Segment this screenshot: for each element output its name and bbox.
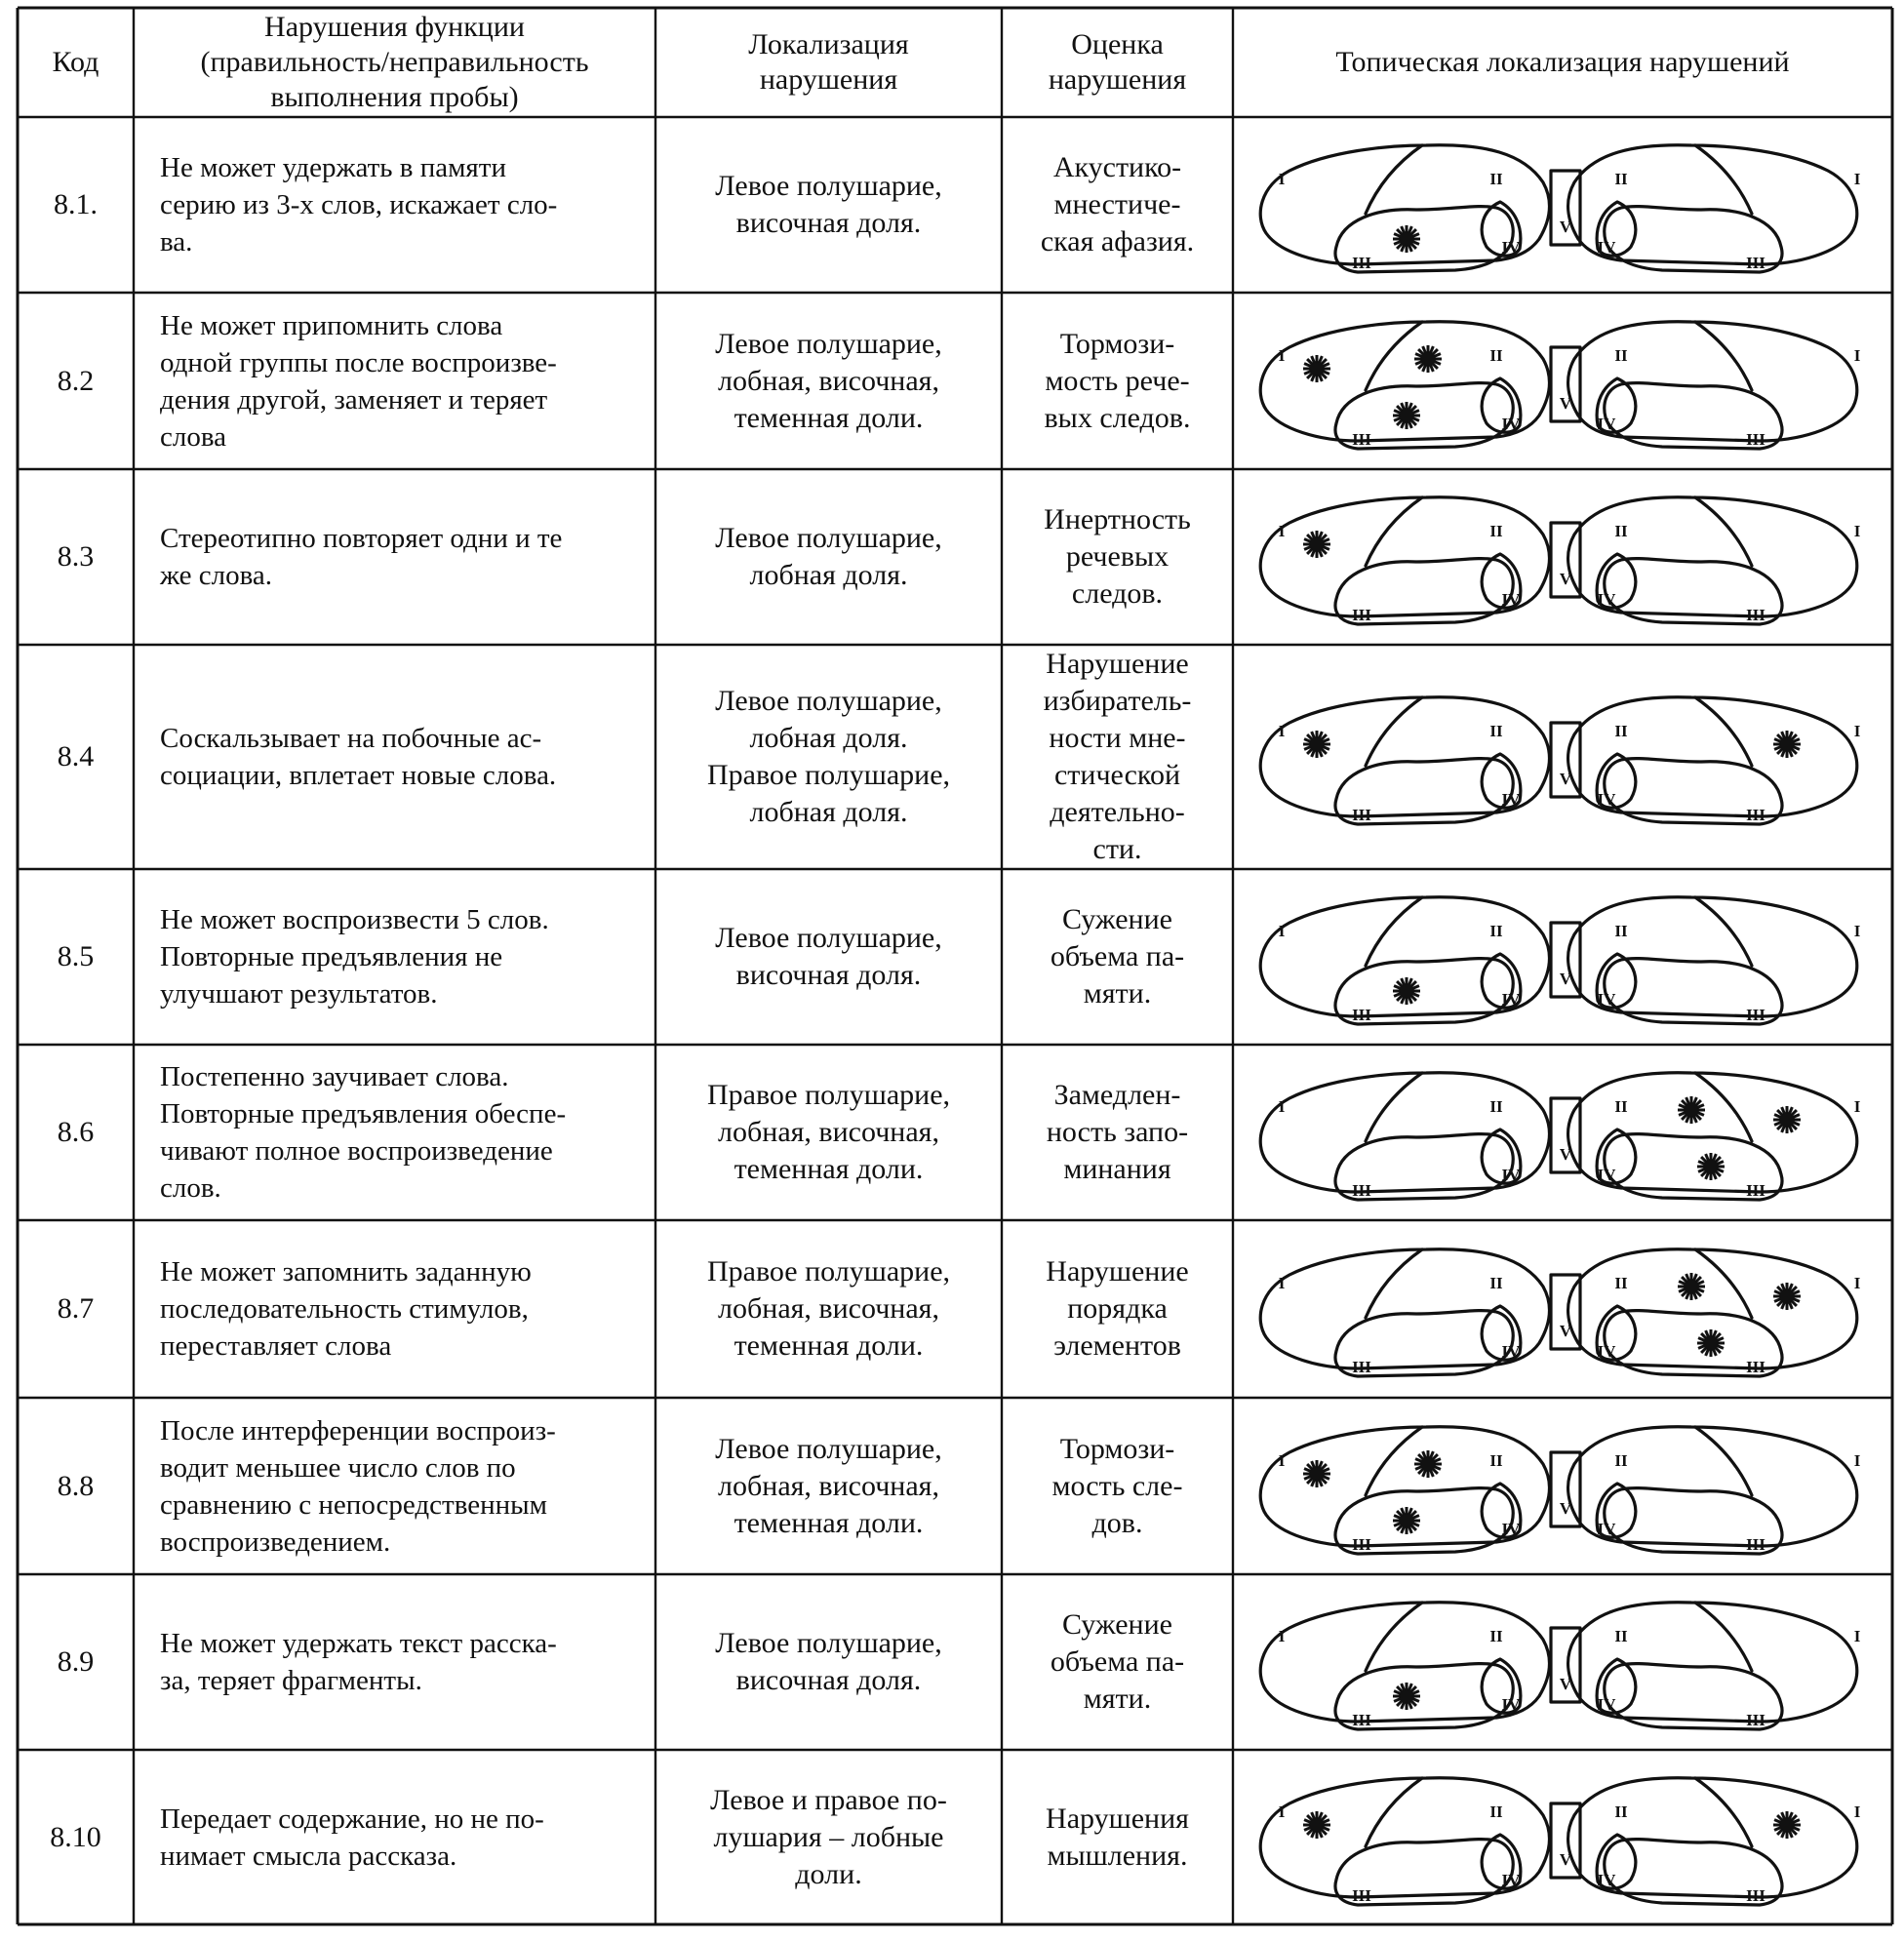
- lesion-mark-icon: [1303, 731, 1330, 758]
- left-central-sulcus: [1366, 322, 1422, 390]
- right-central-sulcus: [1695, 145, 1752, 214]
- lesion-mark-icon: [1414, 1450, 1442, 1478]
- row-localization-line: лобная, височная,: [718, 1292, 939, 1325]
- row-topical-diagram: [1260, 1249, 1860, 1376]
- row-assessment-line: Замедлен-: [1053, 1079, 1181, 1111]
- row-code: 8.5: [57, 940, 95, 972]
- left-occipital-label: IV: [1501, 1695, 1521, 1714]
- right-frontal-label: I: [1853, 170, 1861, 188]
- left-temporal-label: III: [1352, 1006, 1371, 1024]
- left-frontal-label: I: [1278, 346, 1286, 365]
- right-temporal-label: III: [1746, 806, 1765, 824]
- left-occipital-label: IV: [1501, 1166, 1521, 1184]
- row-localization-line: височная доля.: [735, 959, 922, 991]
- right-occipital-label: IV: [1597, 1166, 1616, 1184]
- right-temporal-label: III: [1746, 606, 1765, 624]
- right-temporal-label: III: [1746, 1711, 1765, 1729]
- left-temporal-label: III: [1352, 806, 1371, 824]
- row-function-line: сравнению с непосредственным: [160, 1488, 547, 1521]
- row-function-line: за, теряет фрагменты.: [160, 1665, 422, 1696]
- left-occipital-label: IV: [1501, 1520, 1521, 1538]
- left-frontal-label: I: [1278, 1802, 1286, 1821]
- row-topical-diagram: [1260, 1073, 1860, 1200]
- row-assessment-line: объема па-: [1050, 1645, 1185, 1678]
- row-function-line: Постепенно заучивает слова.: [160, 1061, 509, 1092]
- lesion-mark-icon: [1678, 1096, 1705, 1124]
- left-hemisphere: [1260, 1073, 1549, 1200]
- row-assessment-line: сти.: [1092, 833, 1142, 865]
- left-hemisphere: [1260, 897, 1549, 1024]
- row-assessment-line: Тормози-: [1059, 327, 1175, 360]
- left-parietal-label: II: [1489, 170, 1503, 188]
- right-frontal-label: I: [1853, 1274, 1861, 1292]
- row-localization-line: доли.: [795, 1857, 862, 1890]
- left-occipital-label: IV: [1501, 790, 1521, 809]
- right-temporal-label: III: [1746, 1181, 1765, 1200]
- left-central-sulcus: [1366, 497, 1422, 566]
- left-hemisphere: [1260, 1603, 1549, 1729]
- row-localization-line: теменная доли.: [734, 1329, 924, 1362]
- left-parietal-label: II: [1489, 722, 1503, 740]
- right-occipital-label: IV: [1597, 415, 1616, 433]
- row-function-line: водит меньшее число слов по: [160, 1451, 516, 1484]
- right-parietal-label: II: [1614, 522, 1628, 540]
- row-localization-line: лобная, височная,: [718, 1469, 939, 1502]
- right-temporal-label: III: [1746, 254, 1765, 272]
- row-assessment-line: Нарушение: [1046, 1255, 1189, 1287]
- right-central-sulcus: [1695, 1778, 1752, 1846]
- lesion-mark-icon: [1393, 1507, 1420, 1534]
- lesion-mark-icon: [1697, 1329, 1725, 1357]
- left-temporal-label: III: [1352, 1181, 1371, 1200]
- left-hemisphere: [1260, 1778, 1549, 1905]
- right-temporal-label: III: [1746, 1886, 1765, 1905]
- left-occipital-label: IV: [1501, 1342, 1521, 1361]
- row-code: 8.6: [57, 1116, 95, 1148]
- row-function-line: Передает содержание, но не по-: [160, 1802, 544, 1835]
- row-localization-line: лобная, височная,: [718, 1116, 939, 1148]
- right-occipital-label: IV: [1597, 1871, 1616, 1889]
- row-assessment-line: Акустико-: [1052, 151, 1182, 183]
- row-localization-line: Левое полушарие,: [715, 327, 942, 360]
- right-parietal-label: II: [1614, 722, 1628, 740]
- row-function-line: слова: [160, 420, 227, 453]
- row-function-line: Не может припомнить слова: [160, 309, 503, 341]
- header-assessment-line: Оценка: [1071, 28, 1164, 60]
- row-localization-line: Левое полушарие,: [715, 1627, 942, 1659]
- row-assessment-line: вых следов.: [1044, 401, 1191, 434]
- row-function-line: чивают полное воспроизведение: [160, 1135, 553, 1167]
- lesion-mark-icon: [1393, 977, 1420, 1005]
- left-frontal-label: I: [1278, 722, 1286, 740]
- right-temporal-label: III: [1746, 1358, 1765, 1376]
- header-assessment-line: нарушения: [1048, 63, 1187, 96]
- lesion-mark-icon: [1773, 1283, 1801, 1310]
- left-parietal-label: II: [1489, 922, 1503, 940]
- row-localization-line: Правое полушарие,: [706, 759, 951, 791]
- right-central-sulcus: [1695, 1073, 1752, 1141]
- stem-label: V: [1559, 970, 1572, 988]
- row-assessment-line: Сужение: [1062, 903, 1172, 935]
- row-assessment-line: ности мне-: [1049, 722, 1186, 754]
- right-frontal-label: I: [1853, 346, 1861, 365]
- row-localization-line: Левое полушарие,: [715, 922, 942, 954]
- right-parietal-label: II: [1614, 1627, 1628, 1645]
- row-function-line: серию из 3-х слов, искажает сло-: [160, 189, 558, 220]
- stem-label: V: [1559, 770, 1572, 788]
- row-assessment-line: следов.: [1071, 577, 1164, 610]
- row-localization-line: Правое полушарие,: [706, 1255, 951, 1287]
- row-function-line: дения другой, заменяет и теряет: [160, 383, 548, 416]
- left-parietal-label: II: [1489, 1451, 1503, 1470]
- left-hemisphere: [1260, 697, 1549, 824]
- row-topical-diagram: [1260, 697, 1860, 824]
- row-code: 8.2: [57, 364, 95, 397]
- row-assessment-line: ская афазия.: [1040, 225, 1195, 257]
- stem-label: V: [1559, 394, 1572, 413]
- left-central-sulcus: [1366, 1249, 1422, 1318]
- row-function-line: последовательность стимулов,: [160, 1293, 529, 1325]
- left-central-sulcus: [1366, 1603, 1422, 1671]
- lesion-mark-icon: [1393, 225, 1420, 253]
- row-assessment-line: минания: [1063, 1153, 1171, 1185]
- row-function-line: Соскальзывает на побочные ас-: [160, 723, 542, 754]
- right-central-sulcus: [1695, 1249, 1752, 1318]
- right-central-sulcus: [1695, 697, 1752, 766]
- right-parietal-label: II: [1614, 1451, 1628, 1470]
- header-code-line: Код: [52, 46, 99, 78]
- left-occipital-label: IV: [1501, 1871, 1521, 1889]
- right-central-sulcus: [1695, 897, 1752, 966]
- row-function-line: Не может удержать в памяти: [160, 152, 506, 183]
- left-central-sulcus: [1366, 1073, 1422, 1141]
- right-occipital-label: IV: [1597, 1342, 1616, 1361]
- left-parietal-label: II: [1489, 522, 1503, 540]
- row-function-line: Стереотипно повторяет одни и те: [160, 523, 563, 554]
- left-frontal-label: I: [1278, 1451, 1286, 1470]
- right-frontal-label: I: [1853, 1451, 1861, 1470]
- right-temporal-label: III: [1746, 1535, 1765, 1554]
- lesion-mark-icon: [1303, 1460, 1330, 1487]
- row-code: 8.1.: [54, 188, 98, 220]
- left-temporal-label: III: [1352, 254, 1371, 272]
- row-assessment-line: мость рече-: [1045, 364, 1190, 397]
- left-frontal-label: I: [1278, 1627, 1286, 1645]
- row-function-line: ва.: [160, 226, 193, 257]
- row-code: 8.4: [57, 740, 95, 772]
- left-temporal-label: III: [1352, 430, 1371, 449]
- left-central-sulcus: [1366, 1778, 1422, 1846]
- stem-label: V: [1559, 1850, 1572, 1869]
- lesion-mark-icon: [1303, 1811, 1330, 1839]
- row-topical-diagram: [1260, 897, 1860, 1024]
- row-assessment-line: ность запо-: [1046, 1116, 1189, 1148]
- right-central-sulcus: [1695, 1603, 1752, 1671]
- left-parietal-label: II: [1489, 1802, 1503, 1821]
- row-code: 8.10: [50, 1820, 101, 1853]
- row-localization-line: височная доля.: [735, 1664, 922, 1696]
- row-function-line: Не может воспроизвести 5 слов.: [160, 904, 549, 935]
- right-occipital-label: IV: [1597, 1695, 1616, 1714]
- stem-label: V: [1559, 1322, 1572, 1340]
- row-localization-line: теменная доли.: [734, 401, 924, 434]
- header-function-line: Нарушения функции: [264, 11, 525, 43]
- left-occipital-label: IV: [1501, 238, 1521, 257]
- left-hemisphere: [1260, 497, 1549, 624]
- row-localization-line: лобная доля.: [749, 559, 908, 591]
- row-localization-line: теменная доли.: [734, 1506, 924, 1539]
- row-code: 8.3: [57, 540, 95, 573]
- header-function-line: (правильность/неправильность: [200, 46, 589, 78]
- row-localization-line: Левое полушарие,: [715, 1432, 942, 1465]
- row-localization-line: лушария – лобные: [713, 1820, 944, 1853]
- row-assessment-line: порядка: [1067, 1292, 1168, 1325]
- right-frontal-label: I: [1853, 1802, 1861, 1821]
- lesion-mark-icon: [1697, 1153, 1725, 1180]
- right-occipital-label: IV: [1597, 790, 1616, 809]
- lesion-mark-icon: [1303, 355, 1330, 382]
- row-topical-diagram: [1260, 1427, 1860, 1554]
- right-occipital-label: IV: [1597, 238, 1616, 257]
- row-localization-line: Левое и правое по-: [710, 1783, 947, 1816]
- right-parietal-label: II: [1614, 170, 1628, 188]
- lesion-mark-icon: [1773, 1106, 1801, 1133]
- left-frontal-label: I: [1278, 170, 1286, 188]
- left-parietal-label: II: [1489, 346, 1503, 365]
- lesion-mark-icon: [1678, 1273, 1705, 1300]
- row-localization-line: Правое полушарие,: [706, 1079, 951, 1111]
- row-function-line: После интерференции воспроиз-: [160, 1414, 556, 1446]
- row-function-line: нимает смысла рассказа.: [160, 1840, 457, 1872]
- right-central-sulcus: [1695, 497, 1752, 566]
- row-code: 8.9: [57, 1645, 95, 1678]
- left-central-sulcus: [1366, 697, 1422, 766]
- row-topical-diagram: [1260, 1603, 1860, 1729]
- stem-label: V: [1559, 1675, 1572, 1693]
- left-hemisphere: [1260, 322, 1549, 449]
- row-code: 8.7: [57, 1292, 95, 1325]
- row-topical-diagram: [1260, 322, 1860, 449]
- right-frontal-label: I: [1853, 922, 1861, 940]
- left-parietal-label: II: [1489, 1274, 1503, 1292]
- row-localization-line: Левое полушарие,: [715, 170, 942, 202]
- row-localization-line: височная доля.: [735, 207, 922, 239]
- left-temporal-label: III: [1352, 606, 1371, 624]
- left-temporal-label: III: [1352, 1535, 1371, 1554]
- left-parietal-label: II: [1489, 1627, 1503, 1645]
- header-function-line: выполнения пробы): [270, 81, 519, 113]
- row-function-line: одной группы после воспроизве-: [160, 346, 557, 378]
- row-function-line: Повторные предъявления не: [160, 941, 503, 972]
- row-assessment-line: мяти.: [1083, 1683, 1152, 1715]
- row-assessment-line: Инертность: [1044, 503, 1191, 535]
- row-localization-line: лобная доля.: [749, 722, 908, 754]
- right-central-sulcus: [1695, 322, 1752, 390]
- left-frontal-label: I: [1278, 1274, 1286, 1292]
- right-temporal-label: III: [1746, 1006, 1765, 1024]
- right-occipital-label: IV: [1597, 990, 1616, 1009]
- row-assessment-line: дов.: [1091, 1506, 1143, 1539]
- right-frontal-label: I: [1853, 1627, 1861, 1645]
- row-localization-line: лобная доля.: [749, 796, 908, 828]
- header-localization-line: Локализация: [748, 28, 909, 60]
- row-assessment-line: Нарушение: [1046, 648, 1189, 680]
- row-assessment-line: объема па-: [1050, 940, 1185, 972]
- row-topical-diagram: [1260, 497, 1860, 624]
- left-temporal-label: III: [1352, 1886, 1371, 1905]
- row-assessment-line: стической: [1053, 759, 1181, 791]
- header-topical-line: Топическая локализация нарушений: [1335, 46, 1790, 78]
- row-assessment-line: избиратель-: [1043, 685, 1192, 717]
- right-parietal-label: II: [1614, 1802, 1628, 1821]
- row-function-line: же слова.: [160, 560, 273, 591]
- header-localization-line: нарушения: [759, 63, 898, 96]
- row-function-line: Повторные предъявления обеспе-: [160, 1098, 567, 1129]
- row-localization-line: Левое полушарие,: [715, 685, 942, 717]
- row-assessment-line: речевых: [1065, 540, 1170, 573]
- right-parietal-label: II: [1614, 1274, 1628, 1292]
- row-function-line: переставляет слова: [160, 1330, 392, 1362]
- right-parietal-label: II: [1614, 1097, 1628, 1116]
- row-assessment-line: элементов: [1053, 1329, 1181, 1362]
- left-central-sulcus: [1366, 145, 1422, 214]
- lesion-mark-icon: [1303, 531, 1330, 558]
- left-hemisphere: [1260, 1427, 1549, 1554]
- left-central-sulcus: [1366, 897, 1422, 966]
- right-occipital-label: IV: [1597, 590, 1616, 609]
- row-function-line: социации, вплетает новые слова.: [160, 760, 557, 791]
- stem-label: V: [1559, 570, 1572, 588]
- right-parietal-label: II: [1614, 922, 1628, 940]
- right-central-sulcus: [1695, 1427, 1752, 1495]
- row-function-line: Не может запомнить заданную: [160, 1256, 532, 1287]
- row-function-line: воспроизведением.: [160, 1525, 391, 1558]
- lesion-mark-icon: [1773, 1811, 1801, 1839]
- row-function-line: Не может удержать текст расска-: [160, 1628, 557, 1659]
- left-central-sulcus: [1366, 1427, 1422, 1495]
- row-assessment-line: Тормози-: [1059, 1432, 1175, 1465]
- stem-label: V: [1559, 1499, 1572, 1518]
- row-assessment-line: Нарушения: [1046, 1802, 1189, 1835]
- left-temporal-label: III: [1352, 1711, 1371, 1729]
- left-hemisphere: [1260, 145, 1549, 272]
- left-hemisphere: [1260, 1249, 1549, 1376]
- left-frontal-label: I: [1278, 1097, 1286, 1116]
- row-assessment-line: Сужение: [1062, 1608, 1172, 1641]
- row-localization-line: теменная доли.: [734, 1153, 924, 1185]
- row-assessment-line: мяти.: [1083, 977, 1152, 1010]
- row-assessment-line: мнестиче-: [1053, 188, 1181, 220]
- right-frontal-label: I: [1853, 722, 1861, 740]
- left-frontal-label: I: [1278, 522, 1286, 540]
- right-frontal-label: I: [1853, 1097, 1861, 1116]
- left-occipital-label: IV: [1501, 415, 1521, 433]
- right-occipital-label: IV: [1597, 1520, 1616, 1538]
- stem-label: V: [1559, 1145, 1572, 1164]
- row-localization-line: Левое полушарие,: [715, 522, 942, 554]
- right-frontal-label: I: [1853, 522, 1861, 540]
- row-topical-diagram: [1260, 1778, 1860, 1905]
- row-assessment-line: мышления.: [1047, 1839, 1188, 1872]
- left-occipital-label: IV: [1501, 590, 1521, 609]
- lesion-mark-icon: [1393, 402, 1420, 429]
- row-assessment-line: деятельно-: [1050, 796, 1185, 828]
- left-temporal-label: III: [1352, 1358, 1371, 1376]
- lesion-mark-icon: [1393, 1683, 1420, 1710]
- stem-label: V: [1559, 218, 1572, 236]
- row-localization-line: лобная, височная,: [718, 364, 939, 397]
- right-temporal-label: III: [1746, 430, 1765, 449]
- lesion-mark-icon: [1773, 731, 1801, 758]
- row-topical-diagram: [1260, 145, 1860, 272]
- left-frontal-label: I: [1278, 922, 1286, 940]
- right-parietal-label: II: [1614, 346, 1628, 365]
- left-parietal-label: II: [1489, 1097, 1503, 1116]
- row-function-line: улучшают результатов.: [160, 978, 438, 1010]
- row-function-line: слов.: [160, 1172, 221, 1204]
- row-code: 8.8: [57, 1469, 95, 1502]
- left-occipital-label: IV: [1501, 990, 1521, 1009]
- lesion-mark-icon: [1414, 345, 1442, 373]
- row-assessment-line: мость сле-: [1051, 1469, 1183, 1502]
